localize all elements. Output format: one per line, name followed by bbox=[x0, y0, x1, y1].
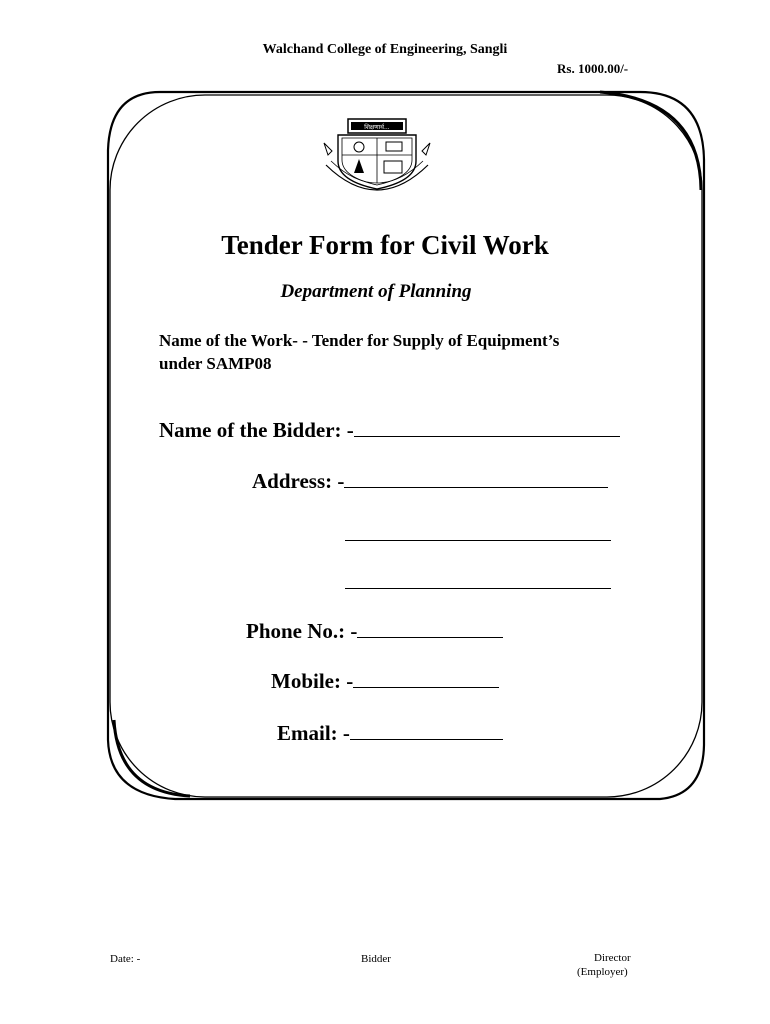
college-name: Walchand College of Engineering, Sangli bbox=[262, 42, 508, 57]
phone-blank[interactable] bbox=[357, 619, 503, 638]
mobile-label: Mobile: - bbox=[271, 669, 354, 693]
date-label: Date: - bbox=[110, 953, 141, 965]
address-blank-1[interactable] bbox=[344, 469, 608, 488]
page-title: Tender Form for Civil Work bbox=[221, 230, 549, 260]
address-field bbox=[252, 469, 608, 494]
mobile-blank[interactable] bbox=[353, 669, 499, 688]
college-crest-icon bbox=[318, 115, 436, 199]
bidder-signature-label: Bidder bbox=[361, 953, 391, 965]
bidder-name-field bbox=[159, 418, 620, 443]
work-name-line-2: under SAMP08 bbox=[159, 354, 272, 373]
address-blank-2[interactable] bbox=[345, 540, 611, 541]
email-blank[interactable] bbox=[350, 721, 503, 740]
bidder-name-blank[interactable] bbox=[354, 418, 620, 437]
bidder-name-label: Name of the Bidder: - bbox=[159, 418, 354, 442]
employer-label: (Employer) bbox=[577, 966, 628, 978]
tender-fee: Rs. 1000.00/- bbox=[557, 61, 629, 76]
director-label: Director bbox=[594, 952, 631, 964]
mobile-field bbox=[271, 669, 499, 694]
phone-field bbox=[246, 619, 503, 644]
email-label: Email: - bbox=[277, 721, 350, 745]
crest-motto: शिक्षणार्थ... bbox=[364, 124, 390, 131]
email-field bbox=[277, 721, 503, 746]
address-label: Address: - bbox=[252, 469, 345, 493]
phone-label: Phone No.: - bbox=[246, 619, 358, 643]
work-name-line-1: Name of the Work- - Tender for Supply of Equipment’s bbox=[159, 331, 560, 350]
address-blank-3[interactable] bbox=[345, 588, 611, 589]
department-name: Department of Planning bbox=[280, 281, 472, 302]
